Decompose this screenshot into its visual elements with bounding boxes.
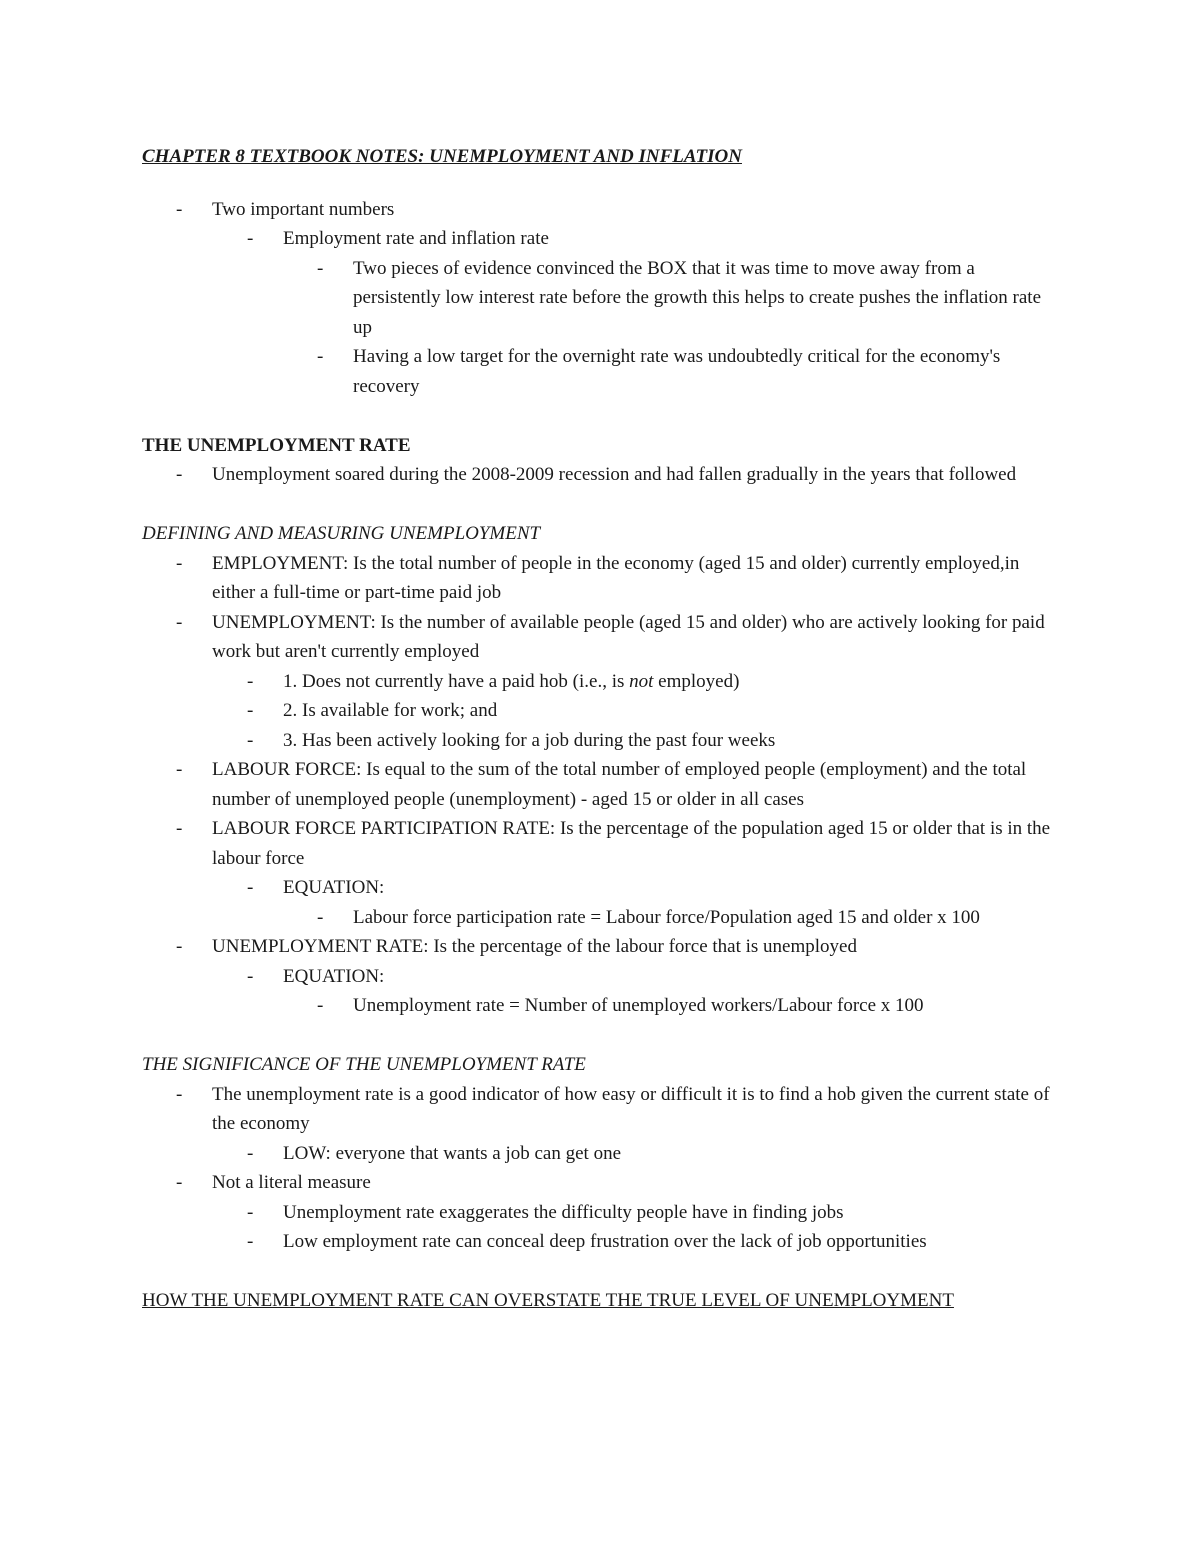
- list-item-text: Low employment rate can conceal deep frustration over the lack of job opportunities: [283, 1231, 927, 1252]
- list-item: [142, 1080, 1062, 1139]
- list-item: [142, 903, 1062, 933]
- intro-sublist: [142, 224, 1062, 254]
- bullet-dash: -: [317, 906, 324, 928]
- participation-sublist: [142, 873, 1062, 903]
- list-item: [142, 460, 1062, 490]
- intro-subsublist: [142, 254, 1062, 402]
- bullet-dash: -: [247, 877, 254, 898]
- significance-list: [142, 1080, 1062, 1139]
- list-item-text: Having a low target for the overnight rate was undoubtedly critical for the economy's recovery: [353, 346, 1001, 397]
- bullet-dash: -: [317, 257, 324, 279]
- list-item: [142, 342, 1062, 401]
- list-item-text: LOW: everyone that wants a job can get one: [283, 1142, 622, 1164]
- list-item: [142, 755, 1062, 814]
- bullet-dash: -: [317, 346, 324, 367]
- list-item: [142, 608, 1062, 667]
- bullet-dash: -: [247, 1201, 254, 1223]
- bullet-dash: -: [247, 670, 254, 692]
- list-item: [142, 1139, 1062, 1169]
- bullet-dash: -: [176, 936, 183, 957]
- bullet-dash: -: [176, 464, 183, 485]
- spacer: [142, 1257, 1062, 1287]
- section-heading-overstate: HOW THE UNEMPLOYMENT RATE CAN OVERSTATE THE TRUE LEVEL OF UNEMPLOYMENT: [142, 1290, 954, 1311]
- bullet-dash: -: [176, 759, 183, 780]
- spacer: [142, 401, 1062, 431]
- document-title: CHAPTER 8 TEXTBOOK NOTES: UNEMPLOYMENT AND INFLATION: [142, 146, 742, 167]
- list-item-text: 1. Does not currently have a paid hob (i.e., is: [283, 670, 630, 692]
- bullet-dash: -: [247, 965, 254, 987]
- intro-list: [142, 195, 1062, 225]
- list-item-text: Not a literal measure: [212, 1172, 371, 1193]
- bullet-dash: -: [247, 700, 254, 721]
- list-item: [142, 726, 1062, 756]
- list-item-text: Unemployment rate = Number of unemployed workers/Labour force x 100: [353, 995, 924, 1016]
- unemployment-rate-list: [142, 460, 1062, 490]
- list-item-text: 3. Has been actively looking for a job during the past four weeks: [283, 729, 776, 751]
- list-item: [142, 549, 1062, 608]
- section-heading-significance: THE SIGNIFICANCE OF THE UNEMPLOYMENT RATE: [142, 1054, 586, 1075]
- spacer: [142, 1021, 1062, 1051]
- list-item: [142, 1227, 1062, 1257]
- spacer: [142, 490, 1062, 520]
- significance-list-cont: [142, 1168, 1062, 1198]
- list-item-text: UNEMPLOYMENT RATE: Is the percentage of the labour force that is unemployed: [212, 936, 857, 957]
- list-item-text: Unemployment soared during the 2008-2009 recession and had fallen gradually in the years that followed: [212, 464, 1017, 485]
- document-body: [142, 142, 1062, 1316]
- bullet-dash: -: [176, 611, 183, 633]
- list-item-text: Two important numbers: [212, 198, 395, 220]
- list-item-text: LABOUR FORCE PARTICIPATION RATE: Is the percentage of the population aged 15 or older that is in the labour force: [212, 818, 1051, 869]
- list-item-text: Two pieces of evidence convinced the BOX that it was time to move away from a persistently low interest rate before the growth this helps to create pushes the inflation rate up: [353, 257, 1042, 338]
- defining-list-cont: [142, 755, 1062, 873]
- bullet-dash: -: [247, 228, 254, 249]
- criteria-list: [142, 667, 1062, 756]
- bullet-dash: -: [176, 1172, 183, 1193]
- bullet-dash: -: [317, 995, 324, 1016]
- bullet-dash: -: [176, 552, 183, 574]
- list-item-text: Employment rate and inflation rate: [283, 228, 549, 249]
- bullet-dash: -: [176, 1083, 183, 1105]
- list-item: [142, 814, 1062, 873]
- list-item: [142, 1198, 1062, 1228]
- list-item-text: EQUATION:: [283, 877, 385, 898]
- list-item: [142, 195, 1062, 225]
- bullet-dash: -: [247, 729, 254, 751]
- defining-list: [142, 549, 1062, 667]
- list-item-text: LABOUR FORCE: Is equal to the sum of the total number of employed people (employment) and the total number of unemployed people (unemployment) - aged 15 or older in all cases: [212, 759, 1027, 810]
- list-item-text: Labour force participation rate = Labour force/Population aged 15 and older x 100: [353, 906, 980, 928]
- emphasis-text: not: [629, 670, 654, 692]
- list-item-text: EQUATION:: [283, 965, 385, 987]
- list-item: [142, 696, 1062, 726]
- list-item: [142, 991, 1062, 1021]
- list-item-text: UNEMPLOYMENT: Is the number of available people (aged 15 and older) who are actively looking for paid work but aren't currently employed: [212, 611, 1045, 662]
- section-heading-defining: DEFINING AND MEASURING UNEMPLOYMENT: [142, 523, 541, 544]
- list-item-text: Unemployment rate exaggerates the difficulty people have in finding jobs: [283, 1201, 844, 1223]
- unemp-rate-equation-list: [142, 991, 1062, 1021]
- list-item-text: 2. Is available for work; and: [283, 700, 498, 721]
- bullet-dash: -: [176, 818, 183, 839]
- list-item: [142, 224, 1062, 254]
- list-item: [142, 1168, 1062, 1198]
- list-item-text: The unemployment rate is a good indicator of how easy or difficult it is to find a hob given the current state of the economy: [212, 1083, 1050, 1134]
- defining-list-end: [142, 932, 1062, 962]
- unemp-rate-sublist: [142, 962, 1062, 992]
- list-item: [142, 932, 1062, 962]
- significance-sublist: [142, 1139, 1062, 1169]
- literal-measure-sublist: [142, 1198, 1062, 1257]
- section-heading-unemployment-rate: THE UNEMPLOYMENT RATE: [142, 434, 411, 456]
- list-item-text: employed): [653, 670, 740, 692]
- list-item: [142, 254, 1062, 343]
- list-item: [142, 873, 1062, 903]
- bullet-dash: -: [176, 198, 183, 220]
- list-item: [142, 962, 1062, 992]
- spacer: [142, 172, 1062, 195]
- bullet-dash: -: [247, 1142, 254, 1164]
- bullet-dash: -: [247, 1231, 254, 1252]
- list-item: [142, 667, 1062, 697]
- participation-equation-list: [142, 903, 1062, 933]
- list-item-text: EMPLOYMENT: Is the total number of people in the economy (aged 15 and older) currently employed,in either a full-time or part-time paid job: [212, 552, 1020, 603]
